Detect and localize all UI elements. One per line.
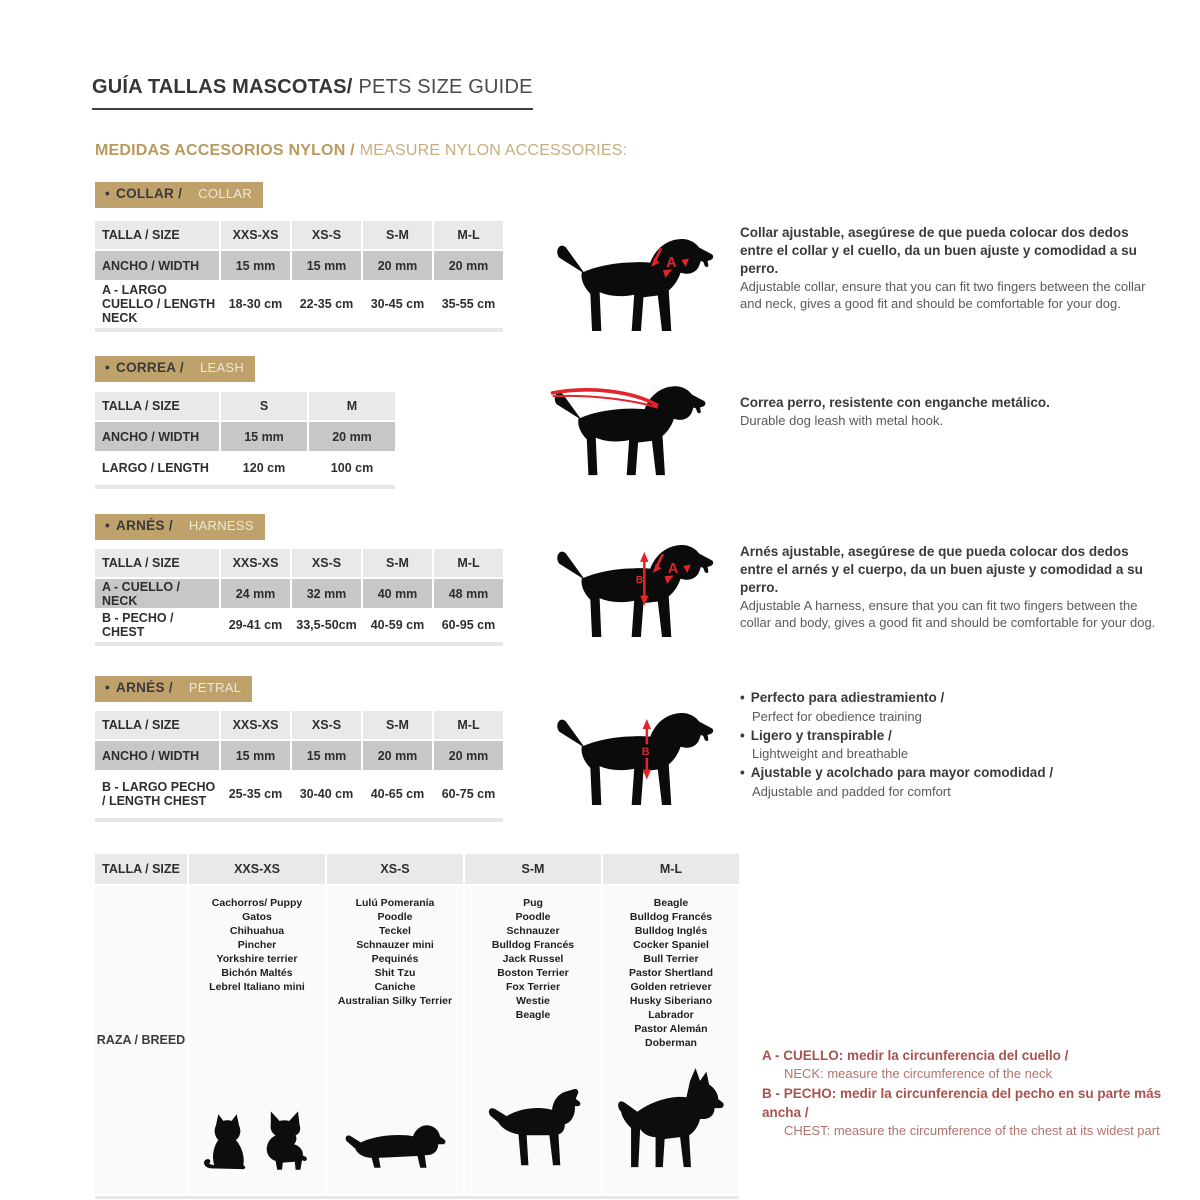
chihuahua-icon — [258, 1108, 314, 1174]
breed-name: Cocker Spaniel — [633, 939, 709, 951]
leash-description-es: Correa perro, resistente con enganche metálico. — [740, 395, 1050, 410]
breed-column-m-l — [603, 886, 739, 1194]
table-row — [95, 610, 503, 640]
breed-table — [95, 854, 739, 1199]
harness-neck-letter: A — [667, 560, 679, 577]
table-row — [95, 741, 503, 770]
breed-name: Bulldog Francés — [629, 911, 713, 923]
value-cell: 20 mm — [434, 741, 503, 770]
breed-silhouettes — [603, 1064, 739, 1174]
header-cell: M-L — [603, 854, 739, 884]
badge-label-es: • COLLAR / — [105, 186, 182, 201]
value-cell: M — [309, 392, 395, 420]
value-cell: XXS-XS — [221, 711, 290, 739]
table-row — [95, 453, 395, 483]
feature-en: Adjustable and padded for comfort — [752, 783, 951, 799]
breed-name: Boston Terrier — [497, 967, 569, 979]
row-label-cell: A - LARGO CUELLO / LENGTH NECK — [95, 282, 219, 326]
breed-name: Jack Russel — [502, 953, 564, 965]
row-label-cell: TALLA / SIZE — [95, 221, 219, 249]
row-label-cell: TALLA / SIZE — [95, 711, 219, 739]
value-cell: S-M — [363, 221, 432, 249]
note-es: B - PECHO: medir la circunferencia del pecho en su parte más ancha / — [762, 1085, 1162, 1120]
dog-silhouette-icon — [535, 366, 720, 480]
value-cell: 15 mm — [292, 741, 361, 770]
dog-silhouette-icon — [545, 692, 720, 810]
value-cell: 29-41 cm — [221, 610, 290, 640]
leash-section-badge — [95, 356, 255, 382]
collar-description — [740, 224, 1162, 312]
row-label-cell: LARGO / LENGTH — [95, 453, 219, 483]
badge-label-en: COLLAR — [198, 186, 253, 201]
page-title — [92, 76, 533, 110]
subtitle-spanish: MEDIDAS ACCESORIOS NYLON / — [95, 142, 355, 159]
breed-silhouettes — [465, 1082, 601, 1174]
value-cell: 40-59 cm — [363, 610, 432, 640]
subtitle — [95, 142, 627, 160]
breed-table-body — [95, 886, 739, 1199]
harness-section-badge — [95, 514, 265, 540]
harness-description-es: Arnés ajustable, asegúrese de que pueda colocar dos dedos entre el arnés y el cuerpo, da un buen ajuste y comodidad a su perro. — [740, 544, 1143, 595]
breed-name: Bichón Maltés — [221, 967, 293, 979]
harness-description — [740, 543, 1162, 631]
badge-label-en: PETRAL — [188, 680, 242, 695]
note-es: A - CUELLO: medir la circunferencia del cuello / — [762, 1048, 1069, 1063]
breed-name: Australian Silky Terrier — [337, 995, 453, 1007]
table-row — [95, 711, 503, 739]
breed-name: Doberman — [645, 1037, 697, 1049]
value-cell: 40-65 cm — [363, 772, 432, 816]
breed-name: Lebrel Italiano mini — [209, 981, 305, 993]
breed-column-xxs-xs — [189, 886, 325, 1194]
dog-silhouette-icon — [545, 218, 720, 336]
feature-item — [740, 764, 1170, 801]
value-cell: M-L — [434, 549, 503, 577]
collar-description-es: Collar ajustable, asegúrese de que pueda colocar dos dedos entre el collar y el cuello, da un buen ajuste y comodidad a su perro. — [740, 225, 1137, 276]
collar-size-table — [95, 221, 503, 332]
value-cell: 100 cm — [309, 453, 395, 483]
collar-dog-illustration — [545, 218, 720, 336]
harness-dog-illustration — [545, 524, 720, 642]
breed-name: Poodle — [377, 911, 413, 923]
value-cell: 24 mm — [221, 579, 290, 608]
breed-name: Pincher — [237, 939, 277, 951]
row-label-cell: TALLA / SIZE — [95, 549, 219, 577]
breed-name: Golden retriever — [630, 981, 712, 993]
collar-marker-letter: A — [666, 254, 677, 271]
note-en: NECK: measure the circumference of the neck — [784, 1066, 1053, 1082]
breed-name: Beagle — [515, 1009, 551, 1021]
breed-name: Bulldog Francés — [491, 939, 575, 951]
breed-table-header — [95, 854, 739, 884]
feature-es: • Perfecto para adiestramiento / — [740, 689, 1170, 708]
value-cell: 40 mm — [363, 579, 432, 608]
note-en: CHEST: measure the circumference of the chest at its widest part — [784, 1122, 1160, 1138]
breed-column-s-m — [465, 886, 601, 1194]
value-cell: S-M — [363, 711, 432, 739]
feature-item — [740, 689, 1170, 726]
value-cell: 20 mm — [434, 251, 503, 280]
breed-name: Pequinés — [371, 953, 419, 965]
value-cell: 32 mm — [292, 579, 361, 608]
row-label-cell: ANCHO / WIDTH — [95, 741, 219, 770]
value-cell: 20 mm — [309, 422, 395, 451]
feature-en: Perfect for obedience training — [752, 708, 922, 724]
breed-silhouettes — [189, 1106, 325, 1174]
value-cell: 60-95 cm — [434, 610, 503, 640]
breed-name: Bull Terrier — [643, 953, 699, 965]
breed-name: Schnauzer mini — [356, 939, 434, 951]
breed-name: Husky Siberiano — [629, 995, 713, 1007]
header-cell: TALLA / SIZE — [95, 854, 187, 884]
value-cell: 15 mm — [221, 422, 307, 451]
table-row — [95, 422, 395, 451]
badge-label-es: • CORREA / — [105, 360, 184, 375]
value-cell: S — [221, 392, 307, 420]
header-cell: S-M — [465, 854, 601, 884]
badge-label-es: • ARNÉS / — [105, 680, 173, 695]
breed-name: Pastor Alemán — [634, 1023, 708, 1035]
header-cell: XXS-XS — [189, 854, 325, 884]
header-cell: XS-S — [327, 854, 463, 884]
value-cell: XS-S — [292, 549, 361, 577]
breed-name: Schnauzer — [506, 925, 560, 937]
value-cell: 22-35 cm — [292, 282, 361, 326]
breed-list — [465, 886, 601, 1022]
collar-section-badge — [95, 182, 263, 208]
value-cell: 30-40 cm — [292, 772, 361, 816]
breed-name: Lulú Pomeranía — [355, 897, 435, 909]
table-row — [95, 282, 503, 326]
value-cell: XXS-XS — [221, 221, 290, 249]
breed-name: Gatos — [242, 911, 272, 923]
badge-label-en: HARNESS — [188, 518, 254, 533]
breed-name: Beagle — [653, 897, 689, 909]
doberman-icon — [612, 1064, 730, 1174]
page-title-spanish: GUÍA TALLAS MASCOTAS/ — [92, 76, 353, 98]
value-cell: XXS-XS — [221, 549, 290, 577]
breed-name: Shit Tzu — [374, 967, 416, 979]
breed-list — [189, 886, 325, 994]
value-cell: 15 mm — [292, 251, 361, 280]
feature-es: • Ligero y transpirable / — [740, 727, 1170, 746]
page-title-english: PETS SIZE GUIDE — [358, 76, 533, 98]
value-cell: XS-S — [292, 221, 361, 249]
breed-name: Caniche — [374, 981, 416, 993]
petral-dog-illustration — [545, 692, 720, 810]
petral-section-badge — [95, 676, 252, 702]
leash-description-en: Durable dog leash with metal hook. — [740, 412, 944, 428]
value-cell: 30-45 cm — [363, 282, 432, 326]
note-chest — [762, 1084, 1198, 1141]
breed-column-xs-s — [327, 886, 463, 1194]
value-cell: 120 cm — [221, 453, 307, 483]
value-cell: 33,5-50cm — [292, 610, 361, 640]
harness-size-table — [95, 549, 503, 646]
petral-feature-list — [740, 689, 1170, 802]
value-cell: 48 mm — [434, 579, 503, 608]
schnauzer-icon — [483, 1082, 583, 1174]
value-cell: S-M — [363, 549, 432, 577]
petral-chest-letter: B — [641, 746, 650, 759]
row-label-cell: B - LARGO PECHO / LENGTH CHEST — [95, 772, 219, 816]
subtitle-english: MEASURE NYLON ACCESSORIES: — [359, 142, 628, 159]
value-cell: 20 mm — [363, 741, 432, 770]
dog-silhouette-icon — [545, 524, 720, 642]
breed-name: Teckel — [379, 925, 411, 937]
leash-size-table — [95, 392, 395, 489]
table-row — [95, 772, 503, 816]
harness-chest-letter: B — [635, 575, 644, 586]
breed-name: Pug — [523, 897, 543, 909]
feature-en: Lightweight and breathable — [752, 746, 909, 762]
breed-name: Fox Terrier — [505, 981, 561, 993]
row-label-cell: B - PECHO / CHEST — [95, 610, 219, 640]
value-cell: M-L — [434, 221, 503, 249]
value-cell: 15 mm — [221, 251, 290, 280]
badge-label-en: LEASH — [199, 360, 245, 375]
breed-name: Westie — [516, 995, 550, 1007]
value-cell: 25-35 cm — [221, 772, 290, 816]
raza-breed-label: RAZA / BREED — [95, 886, 187, 1194]
leash-dog-illustration — [535, 366, 720, 480]
breed-name: Chihuahua — [229, 925, 285, 937]
measuring-notes — [762, 1046, 1198, 1140]
breed-name: Labrador — [648, 1009, 694, 1021]
breed-silhouettes — [327, 1120, 463, 1174]
breed-name: Bulldog Inglés — [634, 925, 708, 937]
badge-label-es: • ARNÉS / — [105, 518, 173, 533]
collar-description-en: Adjustable collar, ensure that you can fit two fingers between the collar and neck, gives a good fit and should be comfortable for your dog. — [740, 278, 1146, 312]
value-cell: 20 mm — [363, 251, 432, 280]
feature-item — [740, 727, 1170, 764]
breed-name: Poodle — [515, 911, 551, 923]
breed-list — [603, 886, 739, 1050]
table-row — [95, 549, 503, 577]
table-row — [95, 251, 503, 280]
value-cell: 35-55 cm — [434, 282, 503, 326]
feature-es: • Ajustable y acolchado para mayor comodidad / — [740, 764, 1170, 783]
table-row — [95, 221, 503, 249]
cat-icon — [200, 1106, 250, 1174]
row-label-cell: TALLA / SIZE — [95, 392, 219, 420]
table-row — [95, 579, 503, 608]
breed-name: Pastor Shertland — [628, 967, 714, 979]
value-cell: 60-75 cm — [434, 772, 503, 816]
leash-description — [740, 394, 1162, 429]
dachshund-icon — [339, 1120, 451, 1174]
value-cell: 18-30 cm — [221, 282, 290, 326]
value-cell: XS-S — [292, 711, 361, 739]
value-cell: 15 mm — [221, 741, 290, 770]
table-row — [95, 392, 395, 420]
value-cell: M-L — [434, 711, 503, 739]
harness-description-en: Adjustable A harness, ensure that you can fit two fingers between the collar and body, gives a good fit and should be comfortable for your dog. — [740, 597, 1156, 631]
breed-name: Yorkshire terrier — [216, 953, 298, 965]
note-neck — [762, 1046, 1198, 1084]
row-label-cell: ANCHO / WIDTH — [95, 251, 219, 280]
row-label-cell: ANCHO / WIDTH — [95, 422, 219, 451]
petral-size-table — [95, 711, 503, 822]
breed-list — [327, 886, 463, 1008]
breed-name: Cachorros/ Puppy — [211, 897, 303, 909]
row-label-cell: A - CUELLO / NECK — [95, 579, 219, 608]
